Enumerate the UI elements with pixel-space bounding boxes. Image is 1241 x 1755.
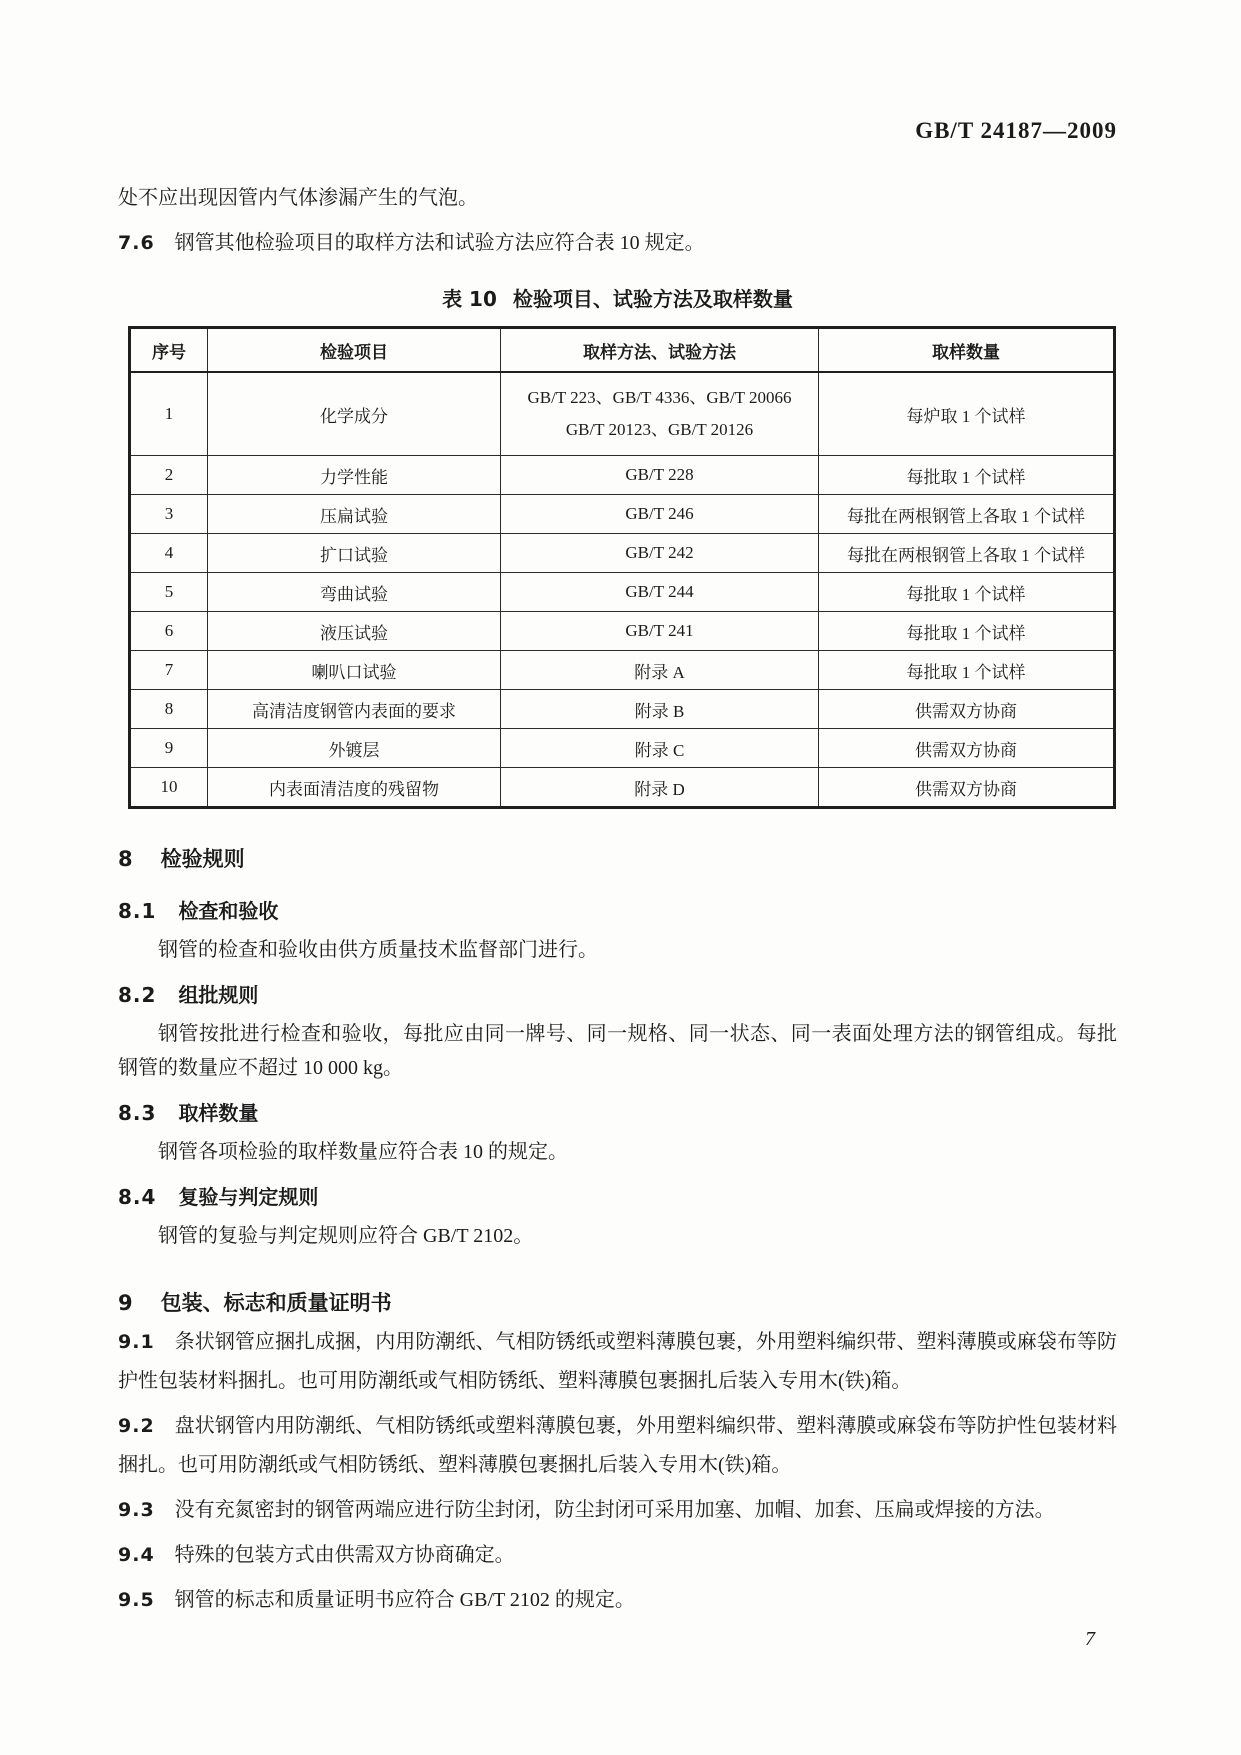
clause-7-6-text: 钢管其他检验项目的取样方法和试验方法应符合表 10 规定。	[174, 232, 705, 254]
clause-9-4-number: 9.4	[118, 1544, 155, 1566]
section-8-1-heading	[118, 897, 1117, 925]
cell-seq: 2	[130, 456, 208, 495]
cell-item: 压扁试验	[208, 495, 501, 534]
section-8-2-body: 钢管按批进行检查和验收，每批应由同一牌号、同一规格、同一状态、同一表面处理方法的钢管组成。每批钢管的数量应不超过 10 000 kg。	[118, 1023, 1117, 1079]
clause-7-6-number: 7.6	[118, 232, 155, 254]
section-8-2-heading	[118, 981, 1117, 1009]
clause-9-2	[118, 1407, 1117, 1485]
cell-item: 液压试验	[208, 612, 501, 651]
method-line-1: GB/T 223、GB/T 4336、GB/T 20066	[527, 388, 792, 407]
table-10-caption: 检验项目、试验方法及取样数量	[512, 287, 793, 311]
cell-item: 外镀层	[208, 729, 501, 768]
cell-quantity: 每批在两根钢管上各取 1 个试样	[819, 495, 1115, 534]
section-8-2-title: 组批规则	[178, 983, 259, 1007]
section-8-3-number: 8.3	[118, 1101, 157, 1125]
clause-9-5-text: 钢管的标志和质量证明书应符合 GB/T 2102 的规定。	[174, 1589, 635, 1611]
section-8-heading	[118, 845, 1117, 873]
cell-method: 附录 D	[501, 768, 819, 808]
cell-seq: 6	[130, 612, 208, 651]
cell-quantity: 每炉取 1 个试样	[819, 372, 1115, 456]
cell-quantity: 每批取 1 个试样	[819, 456, 1115, 495]
clause-7-6	[118, 229, 1117, 257]
section-8-1-body: 钢管的检查和验收由供方质量技术监督部门进行。	[158, 939, 598, 961]
cell-seq: 3	[130, 495, 208, 534]
table-row	[130, 456, 1115, 495]
section-8-2-number: 8.2	[118, 983, 157, 1007]
cell-quantity: 供需双方协商	[819, 729, 1115, 768]
clause-9-1-text: 条状钢管应捆扎成捆，内用防潮纸、气相防锈纸或塑料薄膜包裹，外用塑料编织带、塑料薄膜或麻袋布等防护性包装材料捆扎。也可用防潮纸或气相防锈纸、塑料薄膜包裹捆扎后装入专用木(铁)箱。	[118, 1331, 1117, 1392]
cell-quantity: 供需双方协商	[819, 690, 1115, 729]
cell-quantity: 每批取 1 个试样	[819, 651, 1115, 690]
table-10-label: 表 10	[442, 287, 497, 311]
cell-method: 附录 A	[501, 651, 819, 690]
cell-method: GB/T 242	[501, 534, 819, 573]
header-method: 取样方法、试验方法	[501, 328, 819, 373]
cell-item: 力学性能	[208, 456, 501, 495]
cell-item: 内表面清洁度的残留物	[208, 768, 501, 808]
section-9-title: 包装、标志和质量证明书	[160, 1291, 392, 1315]
doc-number-header: GB/T 24187—2009	[915, 118, 1117, 143]
cell-item: 喇叭口试验	[208, 651, 501, 690]
page-number: 7	[1085, 1628, 1095, 1650]
clause-9-3-number: 9.3	[118, 1499, 155, 1521]
table-row	[130, 768, 1115, 808]
section-8-3-title: 取样数量	[178, 1101, 259, 1125]
cell-method: 附录 B	[501, 690, 819, 729]
table-row	[130, 612, 1115, 651]
paragraph-continuation: 处不应出现因管内气体渗漏产生的气泡。	[118, 187, 478, 209]
clause-9-1-number: 9.1	[118, 1331, 155, 1353]
cell-item: 高清洁度钢管内表面的要求	[208, 690, 501, 729]
clause-9-5	[118, 1581, 1117, 1620]
table-row	[130, 534, 1115, 573]
method-line-2: GB/T 20123、GB/T 20126	[565, 420, 754, 439]
cell-method: GB/T 228	[501, 456, 819, 495]
cell-quantity: 每批取 1 个试样	[819, 612, 1115, 651]
table-header-row	[130, 328, 1115, 373]
clause-9-3-text: 没有充氮密封的钢管两端应进行防尘封闭，防尘封闭可采用加塞、加帽、加套、压扁或焊接的方法。	[174, 1499, 1055, 1521]
clause-9-4	[118, 1536, 1117, 1575]
section-8-3-heading	[118, 1099, 1117, 1127]
cell-seq: 7	[130, 651, 208, 690]
table-row	[130, 651, 1115, 690]
cell-seq: 8	[130, 690, 208, 729]
section-9-heading	[118, 1289, 1117, 1317]
cell-item: 弯曲试验	[208, 573, 501, 612]
cell-quantity: 每批在两根钢管上各取 1 个试样	[819, 534, 1115, 573]
table-row	[130, 495, 1115, 534]
clause-9-2-text: 盘状钢管内用防潮纸、气相防锈纸或塑料薄膜包裹，外用塑料编织带、塑料薄膜或麻袋布等防护性包装材料捆扎。也可用防潮纸或气相防锈纸、塑料薄膜包裹捆扎后装入专用木(铁)箱。	[118, 1415, 1117, 1476]
section-8-4-heading	[118, 1183, 1117, 1211]
section-8-1-title: 检查和验收	[178, 899, 279, 923]
section-8-number: 8	[118, 847, 133, 871]
section-8-title: 检验规则	[160, 847, 245, 871]
cell-seq: 9	[130, 729, 208, 768]
clause-9-2-number: 9.2	[118, 1415, 155, 1437]
clause-9-4-text: 特殊的包装方式由供需双方协商确定。	[174, 1544, 515, 1566]
table-row	[130, 573, 1115, 612]
cell-method	[501, 372, 819, 456]
section-8-1-number: 8.1	[118, 899, 157, 923]
header-seq: 序号	[130, 328, 208, 373]
cell-item: 扩口试验	[208, 534, 501, 573]
cell-method: 附录 C	[501, 729, 819, 768]
cell-seq: 4	[130, 534, 208, 573]
cell-seq: 10	[130, 768, 208, 808]
cell-seq: 5	[130, 573, 208, 612]
table-10	[128, 326, 1116, 809]
table-row	[130, 690, 1115, 729]
clause-9-3	[118, 1491, 1117, 1530]
section-8-3-body: 钢管各项检验的取样数量应符合表 10 的规定。	[158, 1141, 568, 1163]
cell-quantity: 供需双方协商	[819, 768, 1115, 808]
table-row	[130, 372, 1115, 456]
table-row	[130, 729, 1115, 768]
table-10-title	[118, 283, 1117, 312]
section-8-4-number: 8.4	[118, 1185, 157, 1209]
clause-9-5-number: 9.5	[118, 1589, 155, 1611]
section-9-number: 9	[118, 1291, 133, 1315]
cell-seq: 1	[130, 372, 208, 456]
header-item: 检验项目	[208, 328, 501, 373]
cell-quantity: 每批取 1 个试样	[819, 573, 1115, 612]
section-8-4-title: 复验与判定规则	[178, 1185, 319, 1209]
clause-9-1	[118, 1323, 1117, 1401]
cell-method: GB/T 246	[501, 495, 819, 534]
header-quantity: 取样数量	[819, 328, 1115, 373]
cell-method: GB/T 244	[501, 573, 819, 612]
cell-item: 化学成分	[208, 372, 501, 456]
section-8-4-body: 钢管的复验与判定规则应符合 GB/T 2102。	[158, 1225, 534, 1247]
cell-method: GB/T 241	[501, 612, 819, 651]
